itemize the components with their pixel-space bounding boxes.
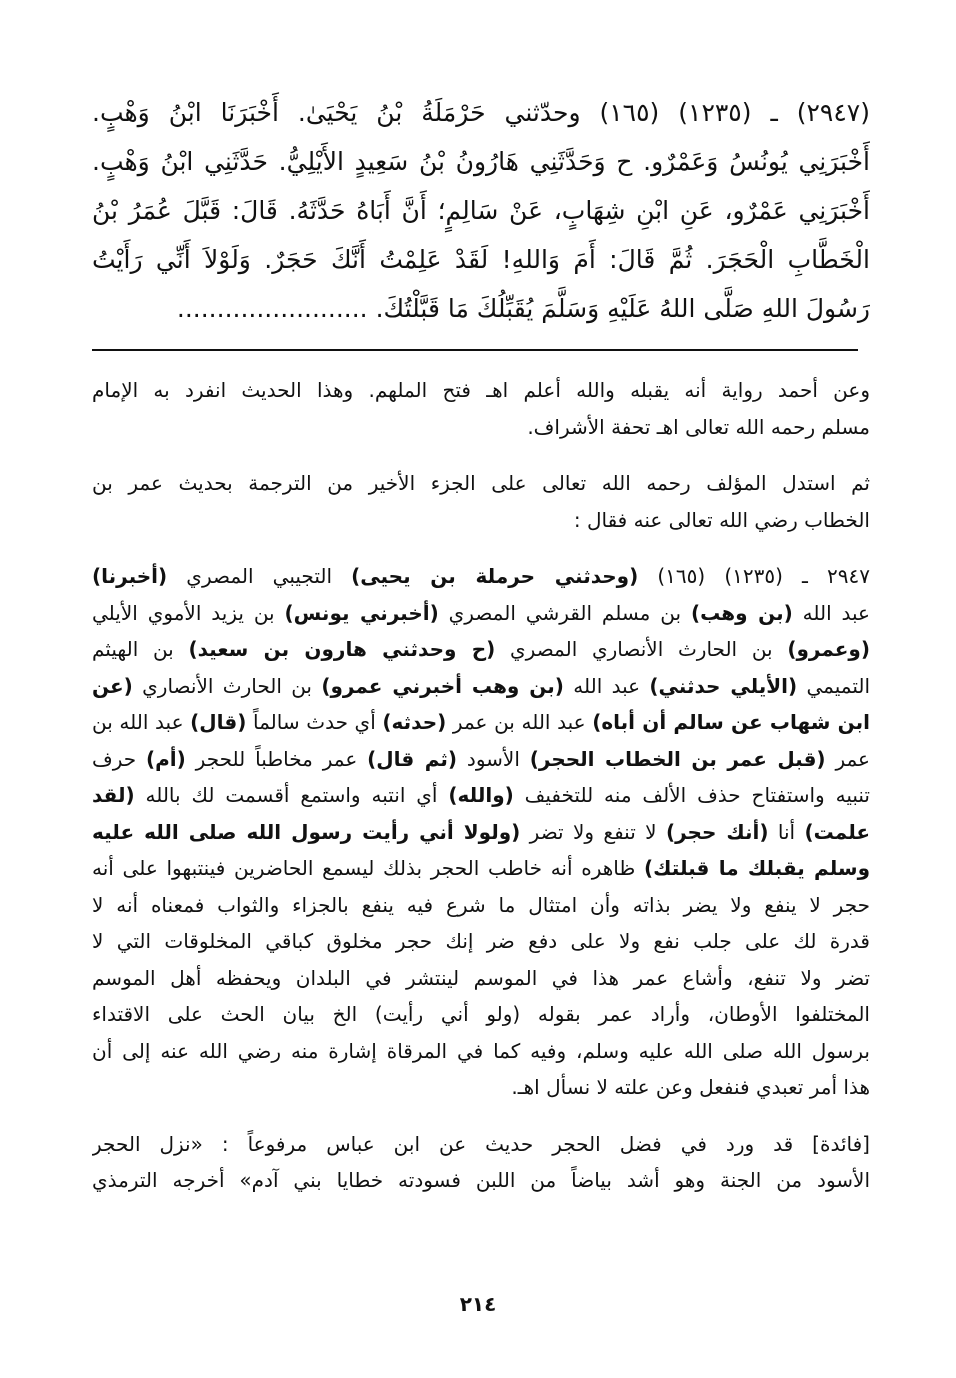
plain-text: بن الحارث الأنصاري المصري — [495, 637, 788, 661]
quoted-text: (قال) — [190, 710, 247, 734]
plain-text: عمر — [825, 746, 870, 771]
paragraph-gap — [92, 445, 870, 465]
plain-text: الأسود — [457, 746, 530, 771]
quoted-text: (أخبرنا) — [92, 564, 168, 588]
plain-text: بن يزيد الأموي الأيلي — [92, 600, 285, 625]
hadith-line: أَخْبَرَنِي يُونُسُ وَعَمْرٌو. ح وَحَدَّثَنِي هَارُونُ بْنُ سَعِيدٍ الأَيْلِيُّ. حَدَّثَنِي ابْنُ وَهْبٍ. — [92, 147, 870, 176]
commentary-line: وعن أحمد رواية أنه يقبله والله أعلم اهـ فتح الملهم. وهذا الحديث انفرد به الإمام — [92, 378, 870, 402]
commentary-line — [92, 558, 870, 595]
hadith-line-last — [92, 284, 870, 333]
commentary-line — [92, 850, 870, 887]
plain-text: التجيبي المصري — [167, 564, 352, 588]
plain-text: ظاهره أنه خاطب الحجر بذلك ليسمع الحاضرين فينتبهوا على أنه — [92, 856, 645, 880]
commentary-paragraph — [92, 1126, 870, 1199]
hadith-line: الْخَطَّابِ الْحَجَرَ. ثُمَّ قَالَ: أَمَ وَاللهِ! لَقَدْ عَلِمْتُ أَنَّكَ حَجَرٌ. وَلَوْلاَ أَنِّي رَأَيْتُ — [92, 245, 870, 274]
commentary-line: حجر لا ينفع ولا يضر بذاته وأن امتثال ما شرع فيه ينفع بالجزاء والثواب فمعناه أنه لا — [92, 892, 870, 917]
page-number: ٢١٤ — [459, 1292, 497, 1316]
quoted-text: (وعمرو) — [787, 637, 870, 661]
quoted-text: (قبل عمر بن الخطاب الحجر) — [529, 746, 826, 771]
plain-text: تنبيه واستفتاح حذف الألف منه للتخفيف — [513, 783, 870, 807]
footnote-separator-line — [92, 349, 858, 351]
hadith-text-block — [92, 88, 870, 333]
commentary-line — [92, 741, 870, 778]
commentary-line — [92, 814, 870, 851]
plain-text: بن الحارث الأنصاري — [132, 673, 322, 698]
hadith-line: (٢٩٤٧) ـ (١٢٣٥) (١٦٥) وحدّثني حَرْمَلَةُ بْنُ يَحْيَىٰ. أَخْبَرَنَا ابْنُ وَهْبٍ. — [92, 98, 870, 127]
quoted-text: (بن وهب أخبرني عمرو) — [321, 673, 564, 698]
quoted-text: (الأيلي حدثني) — [649, 673, 798, 698]
commentary-line — [92, 668, 870, 705]
paragraph-gap — [92, 538, 870, 558]
commentary-line — [92, 595, 870, 632]
plain-text: أنا — [768, 819, 805, 844]
plain-text: ٢٩٤٧ ـ (١٢٣٥) (١٦٥) — [638, 564, 870, 588]
commentary-line: [فائدة] قد ورد في فضل الحجر حديث عن ابن عباس مرفوعاً : «نزل الحجر — [92, 1131, 870, 1156]
dotted-leader: ........................ — [176, 294, 368, 323]
quoted-text: (عن — [92, 673, 133, 698]
commentary-line: الأسود من الجنة وهو أشد بياضاً من اللبن فسودته خطايا بني آدم» أخرجه الترمذي — [92, 1168, 870, 1192]
quoted-text: (حدثه) — [382, 710, 447, 734]
commentary-line: هذا أمر تعبدي فنفعل وعن علته لا نسأل اهـ. — [511, 1075, 870, 1099]
commentary-paragraph — [92, 372, 870, 445]
quoted-text: (أنك حجر) — [665, 819, 769, 844]
quoted-text: ابن شهاب عن سالم أن أباه) — [592, 710, 870, 734]
paragraph-gap — [92, 1106, 870, 1126]
plain-text: عمر مخاطباً للحجر — [185, 746, 368, 771]
plain-text: أي حدث سالماً — [246, 710, 383, 734]
commentary-line — [92, 704, 870, 741]
hadith-line: أَخْبَرَنِي عَمْرٌو، عَنِ ابْنِ شِهَابٍ، عَنْ سَالِمٍ؛ أَنَّ أَبَاهُ حَدَّثَهُ. قَالَ: قَبَّلَ عُمَرُ بْنُ — [92, 196, 870, 225]
quoted-text: (أم) — [146, 746, 186, 771]
quoted-text: (ولولا أني رأيت رسول الله صلى الله عليه — [92, 819, 521, 844]
commentary-line: تضر ولا تنفع، وأشاع عمر هذا في الموسم لينتشر في البلدان ويحفظه أهل الموسم — [92, 965, 870, 990]
plain-text: التميمي — [797, 673, 870, 698]
plain-text: لا تنفع ولا تضر — [520, 819, 666, 844]
commentary-line — [92, 631, 870, 668]
commentary-line: ثم استدل المؤلف رحمه الله تعالى على الجزء الأخير من الترجمة بحديث عمر بن — [92, 471, 870, 495]
plain-text: عبد الله بن عمر — [446, 710, 593, 734]
quoted-text: (وحدثني حرملة بن يحيى) — [351, 564, 639, 588]
quoted-text: (والله) — [448, 783, 514, 807]
commentary-paragraph — [92, 465, 870, 538]
quoted-text: (بن وهب) — [690, 600, 793, 625]
quoted-text: وسلم يقبلك ما قبلتك) — [644, 856, 870, 880]
commentary-line: مسلم رحمه الله تعالى اهـ تحفة الأشراف. — [527, 414, 870, 439]
plain-text: أي انتبه واستمع أقسمت لك بالله — [134, 783, 449, 807]
hadith-line-text: رَسُولَ اللهِ صَلَّى اللهُ عَلَيْهِ وَسَلَّمَ يُقَبِّلُكَ مَا قَبَّلْتُكَ. — [375, 294, 870, 323]
commentary-line: قدرة لك على جلب نفع ولا على دفع ضر إنك حجر مخلوق كباقي المخلوقات التي لا — [92, 929, 870, 953]
quoted-text: (ح وحدثني هارون بن سعيد) — [188, 637, 496, 661]
quoted-text: (لقد — [92, 783, 135, 807]
plain-text: بن مسلم القرشي المصري — [438, 600, 691, 625]
commentary-line: المختلفوا الأوطان، وأراد عمر بقوله (ولو أني رأيت) الخ بيان الحث على الاقتداء — [92, 1002, 870, 1026]
commentary-line: برسول الله صلى الله عليه وسلم، وفيه كما في المرقاة إشارة منه رضي الله عنه إلى أن — [92, 1038, 870, 1063]
commentary-line — [92, 777, 870, 814]
quoted-text: علمت) — [804, 819, 870, 844]
plain-text: حرف — [92, 746, 146, 771]
commentary-paragraph-main — [92, 558, 870, 1106]
commentary-block — [92, 372, 870, 1199]
quoted-text: (أخبرني يونس) — [284, 600, 439, 625]
quoted-text: (ثم قال) — [367, 746, 458, 771]
plain-text: عبد الله بن — [92, 710, 191, 734]
plain-text: عبد الله — [563, 673, 650, 698]
commentary-line: الخطاب رضي الله تعالى عنه فقال : — [573, 507, 870, 532]
plain-text: عبد الله — [792, 600, 870, 625]
plain-text: بن الهيثم — [92, 637, 189, 661]
